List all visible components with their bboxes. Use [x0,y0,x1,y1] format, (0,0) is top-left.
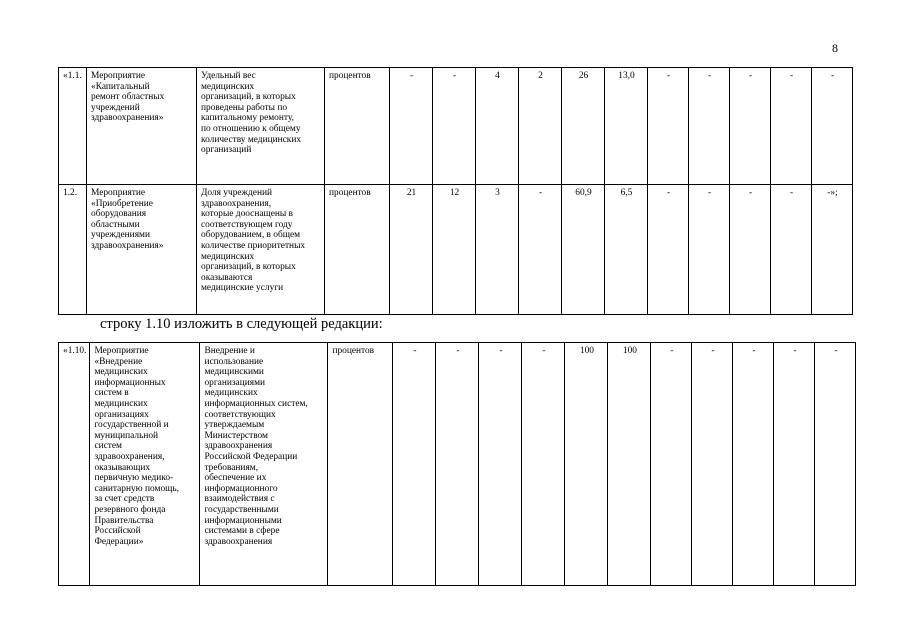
value-cell: - [771,68,812,185]
value-cell: 13,0 [605,68,648,185]
value-cell: 21 [390,185,433,315]
value-cell: - [733,343,774,586]
value-cell: - [730,185,771,315]
value-cell: - [393,343,436,586]
unit-cell: процентов [325,185,390,315]
indicator-name: Внедрение и использование медицинскими организациями медицинских информационных систем, соответствующих утверждаемым Министерством здравоохранения Российской Федерации требованиям, обеспечение их информационного взаимодействия с государственными информационными системами в сфере здравоохранения [200,343,328,586]
table-row [59,68,853,185]
value-cell: - [651,343,692,586]
page-number: 8 [832,41,838,55]
unit-cell: процентов [328,343,393,586]
indicator-name: Удельный вес медицинских организаций, в которых проведены работы по капитальному ремонту, по отношению к общему количеству медицинских организаций [197,68,325,185]
indicators-table-top [58,67,853,315]
value-cell: - [436,343,479,586]
indicators-table-bottom [58,342,856,586]
value-cell: - [689,185,730,315]
value-cell: - [815,343,856,586]
value-cell: - [689,68,730,185]
table-row [59,185,853,315]
value-cell: 100 [608,343,651,586]
value-cell: 12 [433,185,476,315]
row-number: 1.2. [59,185,87,315]
value-cell: 100 [565,343,608,586]
value-cell: - [390,68,433,185]
value-cell: 3 [476,185,519,315]
indicator-name: Доля учреждений здравоохранения, которые дооснащены в соответствующем году оборудованием, в общем количестве приоритетных медицинских организаций, в которых оказываются медицинские услуги [197,185,325,315]
value-cell: - [771,185,812,315]
event-name: Мероприятие «Внедрение медицинских информационных систем в медицинских организациях государственной и муниципальной систем здравоохранения, оказывающих первичную медико- санитарную помощь, за счет средств резервного фонда Правительства Российской Федерации» [90,343,200,586]
value-cell: - [692,343,733,586]
value-cell: - [522,343,565,586]
value-cell: - [433,68,476,185]
value-cell: 2 [519,68,562,185]
value-cell: 26 [562,68,605,185]
value-cell: 6,5 [605,185,648,315]
value-cell: - [479,343,522,586]
value-cell: 60,9 [562,185,605,315]
row-number: «1.10. [59,343,90,586]
value-cell: - [648,68,689,185]
row-number: «1.1. [59,68,87,185]
event-name: Мероприятие «Капитальный ремонт областных учреждений здравоохранения» [87,68,197,185]
event-name: Мероприятие «Приобретение оборудования областными учреждениями здравоохранения» [87,185,197,315]
value-cell: 4 [476,68,519,185]
value-cell: - [730,68,771,185]
value-cell: - [648,185,689,315]
value-cell: -»; [812,185,853,315]
table-row [59,343,856,586]
amendment-instruction: строку 1.10 изложить в следующей редакции: [100,316,383,332]
value-cell: - [812,68,853,185]
value-cell: - [774,343,815,586]
unit-cell: процентов [325,68,390,185]
value-cell: - [519,185,562,315]
